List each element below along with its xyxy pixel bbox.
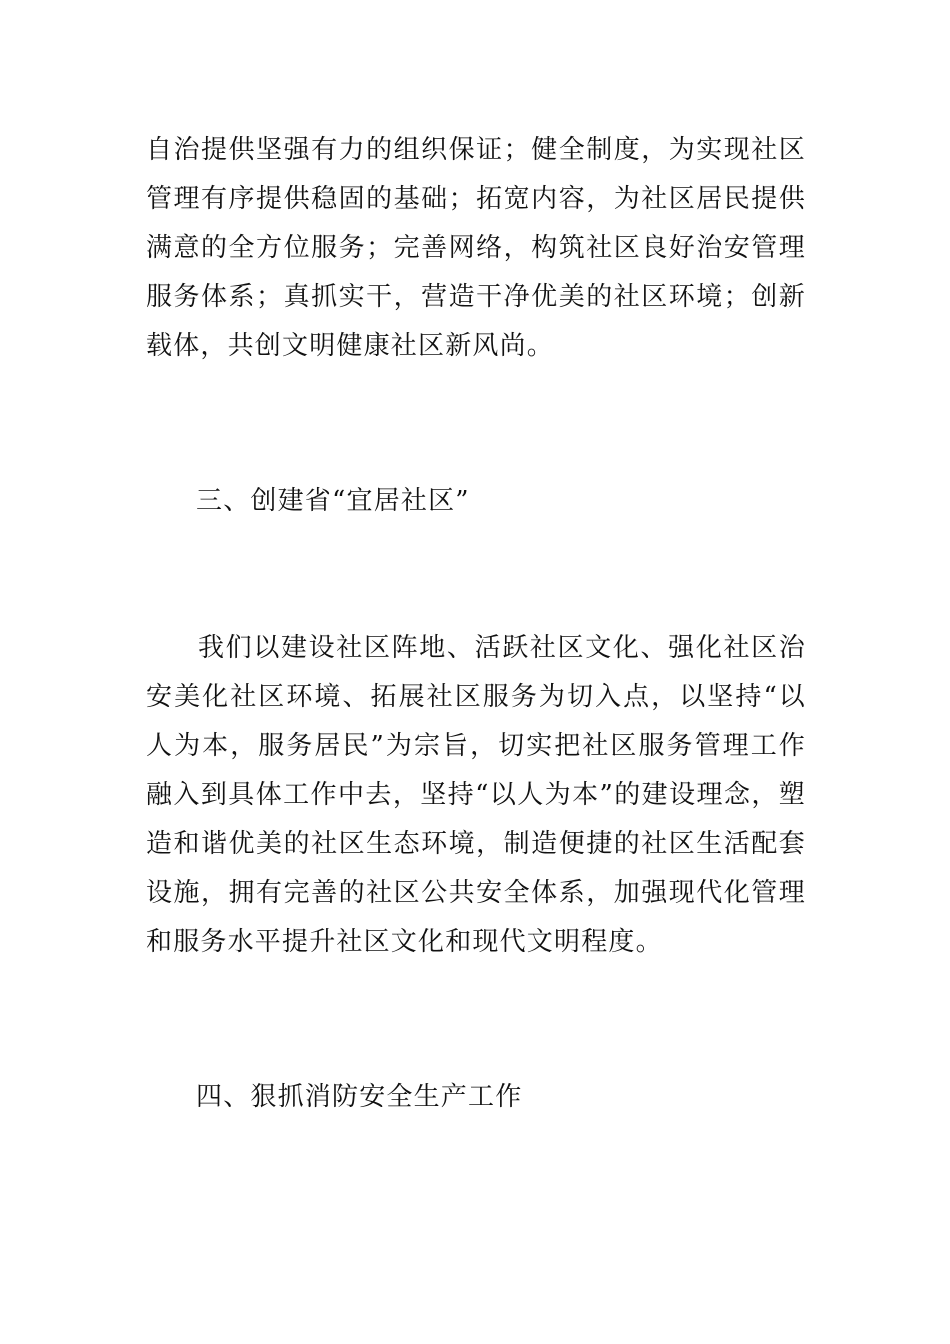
body-paragraph-section-3: 我们以建设社区阵地、活跃社区文化、强化社区治安美化社区环境、拓展社区服务为切入点，以坚持“以人为本，服务居民”为宗旨，切实把社区服务管理工作融入到具体工作中去，坚持“以人为本”的建设理念，塑造和谐优美的社区生态环境，制造便捷的社区生活配套设施，拥有完善的社区公共安全体系，加强现代化管理和服务水平提升社区文化和现代文明程度。 — [146, 633, 806, 957]
section-heading-4: 四、狠抓消防安全生产工作 — [196, 1082, 523, 1112]
body-paragraph-continuation: 自治提供坚强有力的组织保证；健全制度，为实现社区管理有序提供稳固的基础；拓宽内容，为社区居民提供满意的全方位服务；完善网络，构筑社区良好治安管理服务体系；真抓实干，营造干净优美的社区环境；创新载体，共创文明健康社区新风尚。 — [146, 135, 806, 361]
section-heading-3: 三、创建省“宜居社区” — [196, 486, 470, 516]
